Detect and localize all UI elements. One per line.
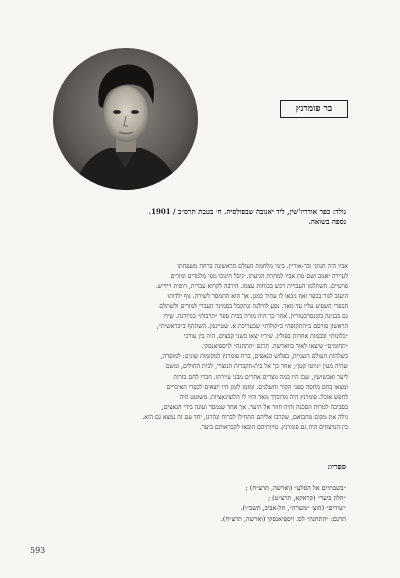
- book-entry: ״בשבתיים אל הסלע״ (וארשה, תרצ״ח) ;: [245, 484, 346, 492]
- body-line: ליער ואבשישין, שבו היו כמה נוצרים אחרים מבני עיירתו. חברו לחם בזרות: [173, 373, 348, 381]
- body-line: הראשון פורסם ב״התקופה״ ב״קולות״ שבעריכת א. שטיינמן. השתתף ב״בראשית״,: [156, 323, 348, 331]
- author-name-label: בר פומרנץ: [280, 100, 348, 118]
- body-line: ״כלונות״ ובבמות אחרות בפולין. שיריו יצאו בשני קבצים. היה בין עורכי: [183, 333, 348, 341]
- author-portrait: [53, 48, 198, 190]
- books-heading: ספריו:: [327, 462, 346, 471]
- book-entry: ״שירים״ (הוצ׳ ״משרה״, תל-אביב, תשכ״ו).: [240, 504, 346, 513]
- body-line: ומצאו בחם מחסה ספני הקור והשלגים. ומזמן לזמן היו יוצאים לכפרי האיכרים: [166, 383, 348, 391]
- birth-line: נולד: כפר אודריז'שין, ליד יאנובה שבפולסיה. ח׳ בטבת תרס״ב / 1901.: [148, 207, 346, 216]
- page-number: 593: [30, 546, 46, 555]
- translation-entry: תרגם: ״התחנה״ לס. ויספיאנסקי (וארשה, תרצ״ח).: [220, 514, 346, 523]
- body-line: היעזב לגור בכפר ואף ניבאו לו עתיד כמגן. אך הוא התמסר לשירה. גוף ילדותו: [167, 293, 348, 301]
- body-line: בסביבה למרות הסכנה והיה חוזר אל היער. אך אחד שנמסר ועונה בידי הנאצים,: [161, 403, 348, 411]
- body-line: אביו היה חנווני ובר-אוריין. בימי מלחמת העולם הראשונה ברחה משפחתו: [177, 263, 348, 270]
- body-line: הכפרי השפיע עליו עד מאד. נסע לווילנה ונתקבל בסמינר העברי למורים ולשתלם: [159, 303, 348, 311]
- body-line: שהיה מעין ״ניוטו קטן״, אחר כך אל בית-הקברות הנוצרי, לבית החולים, ומשם: [165, 363, 348, 371]
- body-line: פרטיים. השתלמו העברית רכש בכוחות עצמו. הירבה לקרוא עברית, רוסית ויידיש.: [155, 283, 348, 291]
- body-line: בשלהות העולם השנייה, בפלוש הנאצים, ברח פומרנץ למקומות שונים: למוסרה,: [160, 353, 348, 361]
- body-line: בין הנרצחים היה גם פומרנץ. גוויותיהם הובאו לקבראותם ביער.: [199, 423, 348, 431]
- portrait-image: [53, 48, 198, 190]
- body-line: גילה את מקום מחבואם, שקרבו אליהם התחילו לברוח ונהרגו, יחד עם זה נמצא גם הוא.: [142, 413, 348, 421]
- death-line: נספה בשואה.: [308, 217, 346, 226]
- body-line: גם בבנינה בקונסרבטוריון. אחר כך היה מורה בבית ספר ״תרבות״ בגרודנה. שירו: [163, 313, 348, 321]
- book-entry: ״חלון ביער״ (קראקא, תרצ״ט) ;: [267, 494, 346, 503]
- body-line: לחפש אוכל. פומרנץ היה מדוכדך מאד והיו לו הלוצינאציות. משוטט היה: [179, 393, 348, 401]
- biography-paragraph: [56, 262, 348, 433]
- body-line: ״תחומים״ שיצאו לאור בווארשה. תרגם ״התחנה״ לויספיאנסקי.: [201, 343, 348, 351]
- biographical-header: [56, 207, 346, 227]
- books-list: [56, 483, 346, 524]
- body-line: לעיירה יאנוב ושם מת אביו למחרת הגיעתו. קיבל חינוכו מפי מלמדים ומורים: [170, 273, 348, 281]
